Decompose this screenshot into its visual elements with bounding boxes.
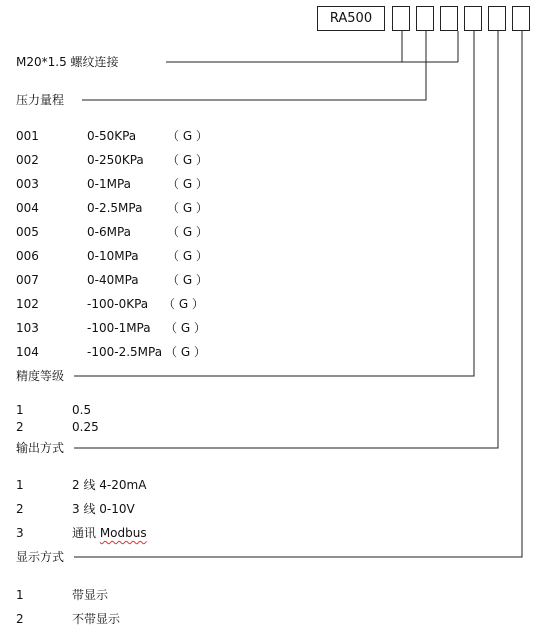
output-value-row [72,526,147,540]
accuracy-value: 0.25 [72,420,99,434]
display-code: 1 [16,588,24,602]
pressure-gauge: （ G ） [167,129,208,143]
accuracy-code: 1 [16,403,24,417]
pressure-gauge: （ G ） [167,273,208,287]
display-title: 显示方式 [16,550,65,564]
pressure-code: 002 [16,153,39,167]
model-code: RA500 [329,11,373,26]
output-code: 2 [16,502,24,516]
code-slot-2 [416,6,434,31]
pressure-gauge: （ G ） [165,345,206,359]
code-slot-6 [512,6,530,31]
pressure-range: 0-40MPa [87,273,139,287]
accuracy-title: 精度等级 [16,369,65,383]
output-code: 1 [16,478,24,492]
pressure-range: 0-2.5MPa [87,201,143,215]
pressure-code: 004 [16,201,39,215]
code-slot-4 [464,6,482,31]
pressure-code: 006 [16,249,39,263]
pressure-code: 104 [16,345,39,359]
display-value: 不带显示 [72,612,121,626]
pressure-range: -100-2.5MPa [87,345,163,359]
display-code: 2 [16,612,24,626]
pressure-title: 压力量程 [16,93,65,107]
accuracy-value: 0.5 [72,403,92,417]
output-title: 输出方式 [16,441,65,455]
pressure-range: 0-10MPa [87,249,139,263]
pressure-gauge: （ G ） [167,153,208,167]
model-box [317,6,385,31]
code-slot-1 [392,6,410,31]
accuracy-code: 2 [16,420,24,434]
output-code: 3 [16,526,24,540]
pressure-code: 007 [16,273,39,287]
pressure-code: 003 [16,177,39,191]
pressure-gauge: （ G ） [167,177,208,191]
output-connector [74,31,498,448]
code-slot-3 [440,6,458,31]
pressure-code: 001 [16,129,39,143]
output-value: 3 线 0-10V [72,502,135,516]
pressure-range: 0-1MPa [87,177,132,191]
output-protocol: Modbus [99,526,147,540]
pressure-range: 0-50KPa [87,129,137,143]
pressure-range: 0-6MPa [87,225,132,239]
output-value: 2 线 4-20mA [72,478,147,492]
pressure-gauge: （ G ） [165,321,206,335]
pressure-gauge: （ G ） [167,225,208,239]
pressure-code: 103 [16,321,39,335]
pressure-gauge: （ G ） [163,297,204,311]
pressure-gauge: （ G ） [167,201,208,215]
pressure-gauge: （ G ） [167,249,208,263]
code-slot-5 [488,6,506,31]
pressure-connector [82,62,426,100]
thread-connector [402,31,426,62]
pressure-code: 005 [16,225,39,239]
output-prefix: 通讯 [72,526,100,540]
display-value: 带显示 [72,588,109,602]
thread-label: M20*1.5 螺纹连接 [16,55,119,69]
pressure-range: 0-250KPa [87,153,144,167]
pressure-range: -100-1MPa [87,321,151,335]
pressure-range: -100-0KPa [87,297,149,311]
pressure-code: 102 [16,297,39,311]
